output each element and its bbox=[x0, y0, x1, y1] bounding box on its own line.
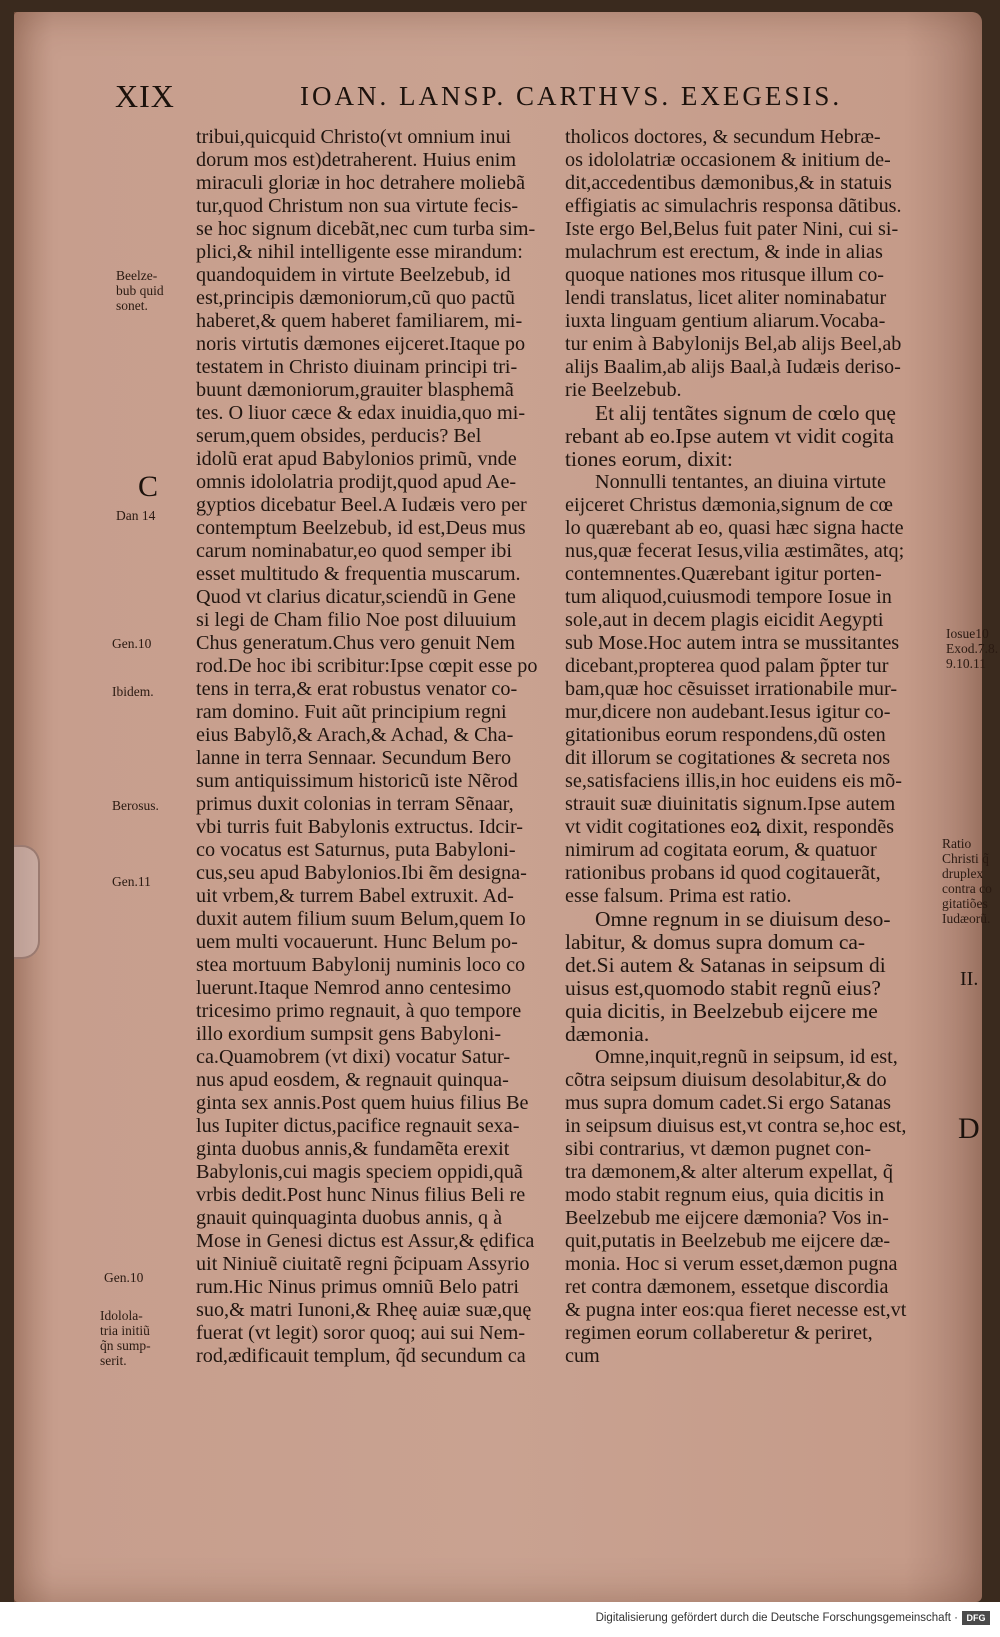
text-line: omnis idololatria prodijt,quod apud Ae- bbox=[196, 471, 517, 493]
text-line: quia dicitis, in Beelzebub eijcere me bbox=[565, 1000, 878, 1023]
text-line: tricesimo primo regnauit, à quo tempore bbox=[196, 1000, 522, 1022]
text-line: miraculi gloriæ in hoc detrahere moliebã bbox=[196, 172, 526, 194]
page-header bbox=[0, 78, 1000, 118]
text-line: idolũ erat apud Babylonios primũ, vnde bbox=[196, 448, 517, 470]
text-line: nus apud eosdem, & regnauit quinqua- bbox=[196, 1069, 509, 1091]
margin-note-idololatria bbox=[100, 1308, 151, 1368]
text-line: tur enim à Babylonijs Bel,ab alijs Beel,ab bbox=[565, 333, 902, 355]
text-line: lendi translatus, licet aliter nominabatur bbox=[565, 287, 887, 309]
text-line: rebant ab eo.Ipse autem vt vidit cogita bbox=[565, 425, 894, 448]
text-line: nus,quæ fecerat Iesus,vilia æstimãtes, atq; bbox=[565, 540, 905, 562]
text-line: lanne in terra Sennaar. Secundum Bero bbox=[196, 747, 512, 769]
text-line: mus supra domum cadet.Si ergo Satanas bbox=[565, 1092, 891, 1114]
margin-line: Exod.7.8. bbox=[946, 641, 999, 656]
text-line: Babylonis,cui magis speciem oppidi,quã bbox=[196, 1161, 523, 1183]
text-line: dit illorum se cogitationes & secreta nos bbox=[565, 747, 891, 769]
text-line: se hoc signum dicebãt,nec cum turba sim- bbox=[196, 218, 536, 240]
text-line: rod,ædificauit templum, q̃d secundum ca bbox=[196, 1345, 526, 1367]
text-line: Quod vt clarius dicatur,sciendũ in Gene bbox=[196, 586, 516, 608]
margin-line: sonet. bbox=[116, 298, 148, 313]
text-line: carum nominabatur,eo quod semper ibi bbox=[196, 540, 512, 562]
text-line: tens in terra,& erat robustus venator co- bbox=[196, 678, 518, 700]
text-line: mulachrum est erectum, & inde in alias bbox=[565, 241, 883, 263]
text-line: illo exordium sumpsit gens Babyloni- bbox=[196, 1023, 502, 1045]
text-line: vrbis dedit.Post hunc Ninus filius Beli re bbox=[196, 1184, 526, 1206]
text-line: iuxta linguam gentium aliarum.Vocaba- bbox=[565, 310, 886, 332]
margin-line: gitatiões bbox=[942, 896, 988, 911]
text-line: labitur, & domus supra domum ca- bbox=[565, 931, 866, 954]
text-line: regimen eorum collaberetur & periret, bbox=[565, 1322, 873, 1344]
text-line: sole,aut in decem plagis eicidit Aegypti bbox=[565, 609, 884, 631]
text-line: Iste ergo Bel,Belus fuit pater Nini, cui si- bbox=[565, 218, 899, 240]
text-line: tiones eorum, dixit: bbox=[565, 448, 733, 471]
text-line: rum.Hic Ninus primus omniũ Belo patri bbox=[196, 1276, 519, 1298]
text-line: os idololatriæ occasionem & initium de- bbox=[565, 149, 891, 171]
margin-line: Ratio bbox=[942, 836, 972, 851]
text-line: bam,quæ hoc cẽsuisset irrationabile mur- bbox=[565, 678, 898, 700]
text-line: tra dæmonem,& alter alterum expellat, q̃ bbox=[565, 1161, 893, 1183]
text-line: dit,accedentibus dæmonibus,& in statuis bbox=[565, 172, 892, 194]
text-line: nimirum ad cogitata eorum, & quatuor bbox=[565, 839, 877, 861]
text-line: dorum mos est)detraherent. Huius enim bbox=[196, 149, 517, 171]
text-line: Omne regnum in se diuisum deso- bbox=[595, 908, 891, 931]
text-line: contemnentes.Quærebant igitur porten- bbox=[565, 563, 882, 585]
text-line: tur,quod Christum non sua virtute fecis- bbox=[196, 195, 519, 217]
margin-note-beelzebub bbox=[116, 268, 164, 313]
text-line: quoque nationes mos ritusque illum co- bbox=[565, 264, 885, 286]
text-line: cõtra seipsum diuisum desolabitur,& do bbox=[565, 1069, 887, 1091]
text-line: si legi de Cham filio Noe post diluuium bbox=[196, 609, 517, 631]
folio-number: XIX bbox=[115, 78, 175, 114]
margin-line: Christi q̃ bbox=[942, 851, 989, 866]
text-line: in seipsum diuisus est,vt contra se,hoc est, bbox=[565, 1115, 907, 1137]
text-line: modo stabit regnum eius, quia dicitis in bbox=[565, 1184, 885, 1206]
text-line: Et alij tentãtes signum de cœlo quę bbox=[595, 402, 896, 425]
section-letter-d: D bbox=[958, 1112, 980, 1145]
text-line: Omne,inquit,regnũ in seipsum, id est, bbox=[595, 1046, 898, 1068]
text-line: noris virtutis dæmones eijceret.Itaque po bbox=[196, 333, 526, 355]
margin-line: contra co bbox=[942, 881, 992, 896]
text-line: ginta sex annis.Post quem huius filius Be bbox=[196, 1092, 529, 1114]
section-number-ii: II. bbox=[960, 968, 979, 990]
margin-line: Iudæorũ. bbox=[942, 911, 991, 926]
text-line: stea mortuum Babylonij numinis loco co bbox=[196, 954, 526, 976]
margin-line: Iosue10 bbox=[946, 626, 989, 641]
text-line: rationibus probans id quod cogitauerãt, bbox=[565, 862, 881, 884]
text-line: gnauit quinquaginta duobus annis, q à bbox=[196, 1207, 503, 1229]
text-line: ret contra dæmonem, essetque discordia bbox=[565, 1276, 889, 1298]
margin-line: serit. bbox=[100, 1353, 127, 1368]
text-line: & pugna inter eos:qua fieret necesse est,vt bbox=[565, 1299, 907, 1321]
margin-ref-gen10: Gen.10 bbox=[112, 636, 152, 651]
text-line: eius Babylõ,& Arach,& Achad, & Cha- bbox=[196, 724, 514, 746]
margin-line: 9.10.11 bbox=[946, 656, 986, 671]
text-line: uem multi vocauerunt. Hunc Belum po- bbox=[196, 931, 518, 953]
running-title: IOAN. LANSP. CARTHVS. EXEGESIS. bbox=[300, 81, 843, 111]
margin-ref-gen10-second: Gen.10 bbox=[104, 1270, 144, 1285]
dfg-credit: Digitalisierung gefördert durch die Deutsche Forschungsgemeinschaft · bbox=[595, 1612, 958, 1624]
text-line: lus Iupiter dictus,pacifice regnauit sexa- bbox=[196, 1115, 520, 1137]
text-line: strauit suæ diuinitatis signum.Ipse autem bbox=[565, 793, 896, 815]
right-text-column bbox=[565, 126, 947, 1368]
text-line: primus duxit colonias in terram Sẽnaar, bbox=[196, 793, 514, 815]
text-line: vbi turris fuit Babylonis extructus. Idcir- bbox=[196, 816, 524, 838]
text-line: quit,putatis in Beelzebub me eijcere dæ- bbox=[565, 1230, 891, 1252]
margin-ref-berosus: Berosus. bbox=[112, 798, 159, 813]
text-line: quandoquidem in virtute Beelzebub, id bbox=[196, 264, 511, 286]
margin-line: druplex bbox=[942, 866, 984, 881]
text-line: cum bbox=[565, 1345, 600, 1367]
text-line: est,principis dæmoniorum,cũ quo pactũ bbox=[196, 287, 516, 309]
margin-ref-gen11: Gen.11 bbox=[112, 874, 151, 889]
text-line: sum antiquissimum historicũ iste Nẽrod bbox=[196, 770, 518, 792]
text-line: gitationibus eorum respondens,dũ osten bbox=[565, 724, 886, 746]
text-line: Chus generatum.Chus vero genuit Nem bbox=[196, 632, 516, 654]
text-line: tribui,quicquid Christo(vt omnium inui bbox=[196, 126, 512, 148]
margin-note-iosue bbox=[946, 626, 998, 671]
text-line: ca.Quamobrem (vt dixi) vocatur Satur- bbox=[196, 1046, 511, 1068]
text-line: dicebant,propterea quod palam p̃pter tur bbox=[565, 655, 889, 677]
margin-line: q̃n sump- bbox=[100, 1338, 151, 1353]
text-line: haberet,& quem haberet familiarem, mi- bbox=[196, 310, 523, 332]
text-line: tes. O liuor cæce & edax inuidia,quo mi- bbox=[196, 402, 526, 424]
text-line: fuerat (vt legit) soror quoq; aui sui Nem- bbox=[196, 1322, 526, 1344]
text-line: esset multitudo & frequentia muscarum. bbox=[196, 563, 521, 585]
text-line: testatem in Christo diuinam principi tri- bbox=[196, 356, 518, 378]
text-line: luerunt.Itaque Nemrod anno centesimo bbox=[196, 977, 512, 999]
text-line: gyptios dicebatur Beel.A Iudæis vero per bbox=[196, 494, 527, 516]
text-line: Mose in Genesi dictus est Assur,& ędifica bbox=[196, 1230, 535, 1252]
page-clip bbox=[14, 845, 40, 959]
text-line: rie Beelzebub. bbox=[565, 379, 682, 401]
text-line: dæmonia. bbox=[565, 1023, 650, 1046]
text-line: alijs Baalim,ab alijs Baal,à Iudæis deriso- bbox=[565, 356, 901, 378]
text-line: se,satisfaciens illis,in hoc euidens eis mõ- bbox=[565, 770, 902, 792]
text-line: buunt dæmoniorum,grauiter blasphemã bbox=[196, 379, 514, 401]
text-line: uit vrbem,& turrem Babel extruxit. Ad- bbox=[196, 885, 514, 907]
margin-note-ratio bbox=[942, 836, 992, 926]
margin-line: Idolola- bbox=[100, 1308, 143, 1323]
text-line: uisus est,quomodo stabit regnũ eius? bbox=[565, 977, 881, 1000]
dfg-logo: DFG bbox=[962, 1611, 990, 1625]
margin-ref-dan: Dan 14 bbox=[116, 508, 156, 523]
text-line: sibi contrarius, vt dæmon pugnet con- bbox=[565, 1138, 872, 1160]
text-line: suo,& matri Iunoni,& Rheę auiæ suæ,quę bbox=[196, 1299, 532, 1321]
text-line: co vocatus est Saturnus, puta Babyloni- bbox=[196, 839, 516, 861]
text-line: sub Mose.Hoc autem intra se mussitantes bbox=[565, 632, 900, 654]
text-line: effigiatis ac simulachris responsa dãtibus. bbox=[565, 195, 902, 217]
digitization-footer bbox=[0, 1602, 1000, 1637]
text-line: Beelzebub me eijcere dæmonia? Vos in- bbox=[565, 1207, 889, 1229]
left-text-column bbox=[196, 126, 544, 1368]
text-line: plici,& nihil intelligente esse mirandum: bbox=[196, 241, 523, 263]
text-line: tholicos doctores, & secundum Hebræ- bbox=[565, 126, 881, 148]
margin-line: Beelze- bbox=[116, 268, 158, 283]
text-line: duxit autem filium suum Belum,quem Io bbox=[196, 908, 526, 930]
text-line: det.Si autem & Satanas in seipsum di bbox=[565, 954, 886, 977]
text-line: ginta duobus annis,& fundamẽta erexit bbox=[196, 1138, 510, 1160]
text-line: contemptum Beelzebub, id est,Deus mus bbox=[196, 517, 526, 539]
text-line: cus,seu apud Babylonios.Ibi ẽm designa- bbox=[196, 862, 527, 884]
text-line: ram domino. Fuit aũt principium regni bbox=[196, 701, 507, 723]
margin-ref-ibidem: Ibidem. bbox=[112, 684, 154, 699]
text-line: tum aliquod,cuiusmodi tempore Iosue in bbox=[565, 586, 892, 608]
text-line: monia. Hoc si verum esset,dæmon pugna bbox=[565, 1253, 898, 1275]
text-line: eijceret Christus dæmonia,signum de cœ bbox=[565, 494, 893, 516]
margin-line: tria initiũ bbox=[100, 1323, 150, 1338]
margin-line: bub quid bbox=[116, 283, 164, 298]
text-line: lo quærebant ab eo, quasi hæc signa hacte bbox=[565, 517, 904, 539]
text-line: mur,dicere non audebant.Iesus igitur co- bbox=[565, 701, 891, 723]
text-line: serum,quem obsides, perducis? Bel bbox=[196, 425, 482, 447]
section-letter-c: C bbox=[138, 470, 159, 503]
text-line: Nonnulli tentantes, an diuina virtute bbox=[595, 471, 886, 493]
text-line: rod.De hoc ibi scribitur:Ipse cœpit esse po bbox=[196, 655, 538, 677]
text-line: uit Niniuẽ ciuitatẽ regni p̃cipuam Assyrio bbox=[196, 1253, 530, 1275]
text-line: vt vidit cogitationes eoꝝ dixit, respondẽs bbox=[565, 816, 895, 838]
text-line: esse falsum. Prima est ratio. bbox=[565, 885, 792, 907]
